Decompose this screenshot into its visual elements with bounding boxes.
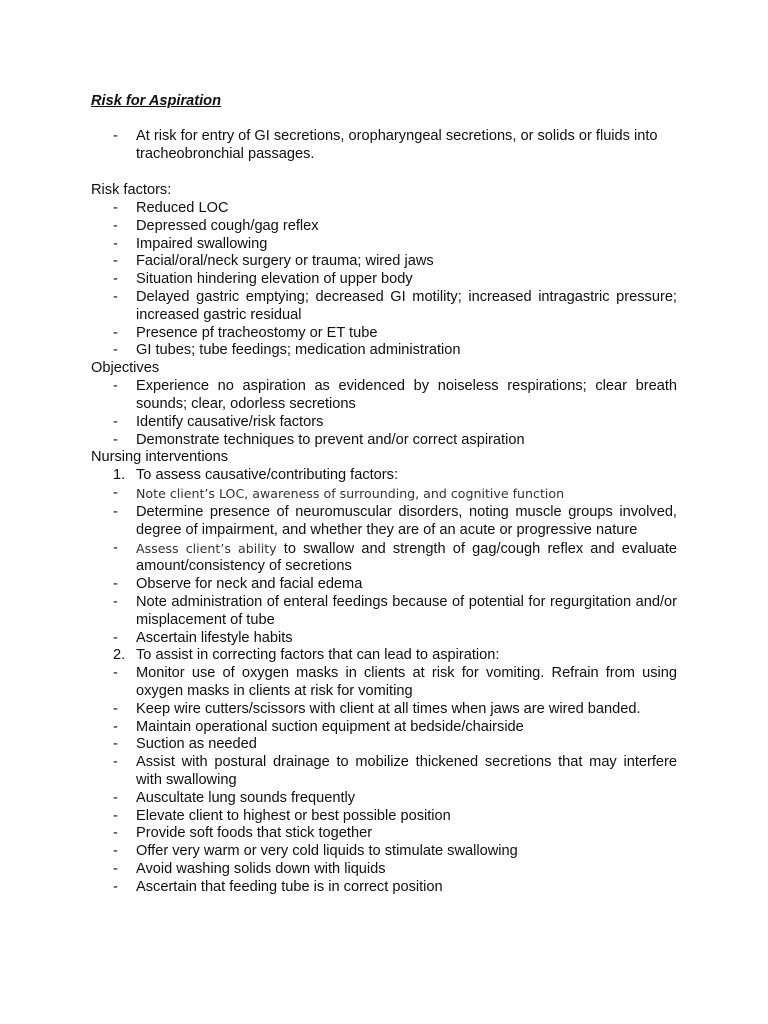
risk-factor-text: Impaired swallowing: [136, 235, 268, 252]
intervention-text: Ascertain lifestyle habits: [136, 629, 293, 646]
intervention-text: to swallow and strength of gag/cough reflex and evaluate amount/consistency of secretions: [136, 540, 677, 575]
list-item: [0, 253, 768, 271]
list-item: [0, 378, 768, 414]
bullet-marker: -: [113, 807, 118, 824]
numbered-item: [0, 647, 768, 665]
objectives-section: [0, 360, 768, 378]
risk-factor-text: Presence pf tracheostomy or ET tube: [136, 324, 378, 341]
bullet-marker: -: [113, 700, 118, 717]
risk-factor-text: Situation hindering elevation of upper body: [136, 271, 413, 288]
risk-factor-text: Delayed gastric emptying; decreased GI motility; increased intragastric pressure; increased gastric residual: [136, 288, 677, 323]
numbered-item: [0, 467, 768, 485]
bullet-marker: -: [113, 843, 118, 860]
bullet-marker: -: [113, 629, 118, 646]
intervention-text: Observe for neck and facial edema: [136, 576, 363, 593]
bullet-marker: -: [113, 576, 118, 593]
list-item: [0, 576, 768, 594]
intervention-text: Determine presence of neuromuscular disorders, noting muscle groups involved, degree of impairment, and whether they are of an acute or progressive nature: [136, 503, 677, 538]
bullet-marker: -: [113, 825, 118, 842]
list-item: [0, 630, 768, 648]
bullet-marker: -: [113, 736, 118, 753]
intervention-text: Ascertain that feeding tube is in correct position: [136, 878, 443, 895]
intervention-text: Note administration of enteral feedings because of potential for regurgitation and/or misplacement of tube: [136, 593, 677, 628]
bullet-marker: -: [113, 378, 118, 395]
bullet-marker: -: [113, 324, 118, 341]
number-marker: 1.: [113, 467, 126, 484]
bullet-marker: -: [113, 593, 118, 610]
list-item: [0, 861, 768, 879]
bullet-marker: -: [113, 235, 118, 252]
list-item: [0, 594, 768, 630]
list-item: [0, 719, 768, 737]
objective-text: Demonstrate techniques to prevent and/or correct aspiration: [136, 431, 525, 448]
objectives-heading: Objectives: [91, 360, 160, 377]
bullet-marker: -: [113, 789, 118, 806]
bullet-marker: -: [113, 485, 118, 502]
bullet-marker: -: [113, 271, 118, 288]
intervention-text-alt: Assess client’s ability: [136, 540, 277, 556]
list-item: [0, 414, 768, 432]
bullet-marker: -: [113, 665, 118, 682]
bullet-marker: -: [113, 503, 118, 520]
list-item: [0, 825, 768, 843]
risk-factor-text: Depressed cough/gag reflex: [136, 217, 319, 234]
bullet-marker: -: [113, 718, 118, 735]
list-item: [0, 879, 768, 897]
list-item: [0, 843, 768, 861]
intervention-text: Suction as needed: [136, 736, 257, 753]
list-item: [0, 754, 768, 790]
bullet-marker: -: [113, 217, 118, 234]
bullet-marker: -: [113, 128, 118, 144]
interventions-section: [0, 449, 768, 467]
group-heading: To assist in correcting factors that can lead to aspiration:: [136, 647, 500, 664]
list-item: [0, 271, 768, 289]
bullet-marker: -: [113, 342, 118, 359]
list-item: [0, 665, 768, 701]
bullet-marker: -: [113, 539, 118, 556]
intervention-text: Assist with postural drainage to mobilize thickened secretions that may interfere with swallowing: [136, 754, 677, 788]
list-item: [0, 736, 768, 754]
intervention-text: Auscultate lung sounds frequently: [136, 789, 356, 806]
bullet-marker: -: [113, 878, 118, 895]
definition-item: [0, 128, 768, 164]
list-item: [0, 790, 768, 808]
bullet-marker: -: [113, 200, 118, 216]
bullet-marker: -: [113, 413, 118, 430]
page-title: Risk for Aspiration: [91, 93, 222, 109]
intervention-text: Keep wire cutters/scissors with client at all times when jaws are wired banded.: [136, 700, 641, 717]
bullet-marker: -: [113, 288, 118, 305]
objective-text: Experience no aspiration as evidenced by noiseless respirations; clear breath sounds; clear, odorless secretions: [136, 378, 677, 412]
bullet-marker: -: [113, 860, 118, 877]
intervention-text: Monitor use of oxygen masks in clients at risk for vomiting. Refrain from using oxygen masks in clients at risk for vomiting: [136, 665, 677, 699]
risk-factor-text: GI tubes; tube feedings; medication administration: [136, 342, 461, 359]
list-item: [0, 289, 768, 325]
list-item: [0, 504, 768, 540]
intervention-text: Provide soft foods that stick together: [136, 825, 373, 842]
risk-factor-text: Facial/oral/neck surgery or trauma; wired jaws: [136, 253, 434, 270]
list-item: [0, 540, 768, 577]
list-item: [0, 236, 768, 254]
intervention-text: Maintain operational suction equipment at bedside/chairside: [136, 718, 524, 735]
interventions-heading: Nursing interventions: [91, 449, 229, 466]
objective-text: Identify causative/risk factors: [136, 413, 324, 430]
risk-factors-section: [0, 182, 768, 896]
risk-factors-heading: Risk factors:: [91, 182, 172, 198]
definition-text: At risk for entry of GI secretions, oropharyngeal secretions, or solids or fluids into tracheobronchial passages.: [136, 128, 658, 162]
intervention-text: Offer very warm or very cold liquids to stimulate swallowing: [136, 843, 518, 860]
risk-factor-text: Reduced LOC: [136, 200, 229, 216]
number-marker: 2.: [113, 647, 126, 664]
bullet-marker: -: [113, 754, 118, 771]
intervention-text-alt: Note client’s LOC, awareness of surrounding, and cognitive function: [136, 486, 565, 502]
list-item: [0, 325, 768, 343]
intervention-text: Elevate client to highest or best possible position: [136, 807, 451, 824]
bullet-marker: -: [113, 253, 118, 270]
list-item: [0, 342, 768, 360]
list-item: [0, 200, 768, 218]
list-item: [0, 218, 768, 236]
list-item: [0, 432, 768, 450]
list-item: [0, 701, 768, 719]
list-item: [0, 485, 768, 504]
intervention-text: Avoid washing solids down with liquids: [136, 860, 386, 877]
bullet-marker: -: [113, 431, 118, 448]
list-item: [0, 808, 768, 826]
definition-section: [0, 128, 768, 164]
group-heading: To assess causative/contributing factors:: [136, 467, 399, 484]
